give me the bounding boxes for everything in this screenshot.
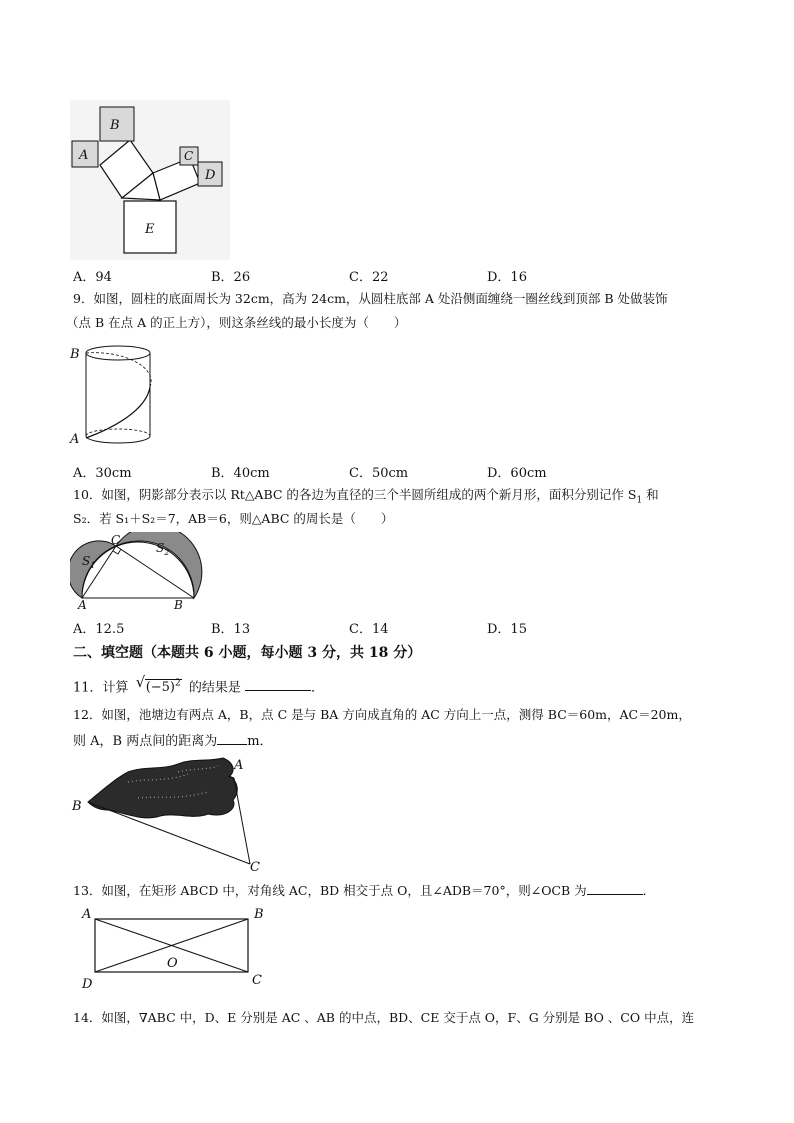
section-title: 二、填空题（本题共 6 小题，每小题 3 分，共 18 分） <box>73 645 422 661</box>
label-b: B <box>174 598 183 612</box>
q9-option-d[interactable]: D．60cm <box>487 466 547 481</box>
label-a: A <box>82 907 92 922</box>
cylinder-top <box>86 346 150 360</box>
q9-option-b[interactable]: B．40cm <box>211 466 270 481</box>
q10-option-d[interactable]: D．15 <box>487 622 527 637</box>
q11-answer-blank[interactable] <box>245 677 311 691</box>
q8-option-c[interactable]: C．22 <box>349 270 389 285</box>
label-a: A <box>78 598 87 612</box>
q10-line1-end: 和 <box>642 487 659 502</box>
q8-option-b[interactable]: B．26 <box>211 270 251 285</box>
label-c: C <box>184 149 194 163</box>
q12-pond-figure <box>68 752 268 872</box>
q12-line2-post: m． <box>247 734 273 749</box>
q10-line1-sub: 1 <box>636 495 643 506</box>
label-b: B <box>254 907 264 922</box>
label-a: A <box>234 758 244 773</box>
q9-line2: （点 B 在点 A 的正上方），则这条丝线的最小长度为（ ） <box>66 315 407 330</box>
q13-end: ． <box>642 883 656 898</box>
label-d: D <box>82 977 93 992</box>
label-s2: $S_2$ <box>156 541 170 557</box>
q13-text: 13．如图，在矩形 ABCD 中，对角线 AC，BD 相交于点 O，且∠ADB＝70°，则∠OCB 为 <box>73 883 587 898</box>
q13-line <box>73 881 655 900</box>
q8-option-d[interactable]: D．16 <box>487 270 527 285</box>
q8-option-a[interactable]: A．94 <box>73 270 112 285</box>
q11-end: ． <box>311 680 325 696</box>
q11-line <box>73 675 324 697</box>
cylinder-bottom-back <box>86 429 150 436</box>
label-a: A <box>79 148 89 163</box>
q8-figure <box>70 100 230 260</box>
q12-answer-blank[interactable] <box>217 731 247 745</box>
q9-line1: 9．如图，圆柱的底面周长为 32cm，高为 24cm，从圆柱底部 A 处沿侧面缠绕一圈丝线到顶部 B 处做装饰 <box>73 291 668 306</box>
q13-rectangle-figure <box>76 904 276 992</box>
exponent: 2 <box>175 679 181 689</box>
q10-option-c[interactable]: C．14 <box>349 622 389 637</box>
q9-cylinder-figure <box>68 342 158 450</box>
q12-line2 <box>73 731 273 751</box>
q9-option-c[interactable]: C．50cm <box>349 466 409 481</box>
q13-answer-blank[interactable] <box>587 881 643 895</box>
label-e: E <box>145 222 155 237</box>
label-b: B <box>72 799 82 814</box>
label-c: C <box>252 973 262 988</box>
label-b: B <box>70 347 80 362</box>
q10-line1 <box>73 486 659 510</box>
q10-option-b[interactable]: B．13 <box>211 622 251 637</box>
segment-ac <box>234 778 250 864</box>
q14-line1: 14．如图，∇ABC 中，D、E 分别是 AC 、AB 的中点，BD、CE 交于点 O，F、G 分别是 BO 、CO 中点，连 <box>73 1010 695 1025</box>
label-c: C <box>111 533 121 547</box>
label-c: C <box>250 860 260 872</box>
label-d: D <box>205 168 216 183</box>
q11-suffix: 的结果是 <box>188 680 241 696</box>
q10-lune-figure <box>70 532 220 612</box>
q10-line1-text: 10．如图，阴影部分表示以 Rt△ABC 的各边为直径的三个半圆所组成的两个新月形，面积分别记作 S <box>73 487 637 502</box>
q9-option-a[interactable]: A．30cm <box>73 466 132 481</box>
label-a: A <box>70 432 80 447</box>
thread-front <box>86 387 150 438</box>
sqrt-expression <box>136 675 182 697</box>
q10-line2: S₂．若 S₁＋S₂＝7，AB＝6，则△ABC 的周长是（ ） <box>73 511 394 526</box>
radical-sign: √ <box>135 673 146 691</box>
q12-line2-pre: 则 A，B 两点间的距离为 <box>73 734 218 749</box>
q12-line1: 12．如图，池塘边有两点 A，B，点 C 是与 BA 方向成直角的 AC 方向上一点，测得 BC＝60m，AC＝20m， <box>73 707 691 722</box>
label-b: B <box>110 118 120 133</box>
cylinder-bottom-front <box>86 436 150 443</box>
label-o: O <box>167 956 178 971</box>
label-s1: $S_1$ <box>82 554 96 570</box>
q11-prefix: 11．计算 <box>73 680 129 696</box>
radicand-text: (−5) <box>145 680 175 696</box>
radicand <box>145 679 182 695</box>
pond <box>88 758 237 818</box>
q10-option-a[interactable]: A．12.5 <box>73 622 125 637</box>
